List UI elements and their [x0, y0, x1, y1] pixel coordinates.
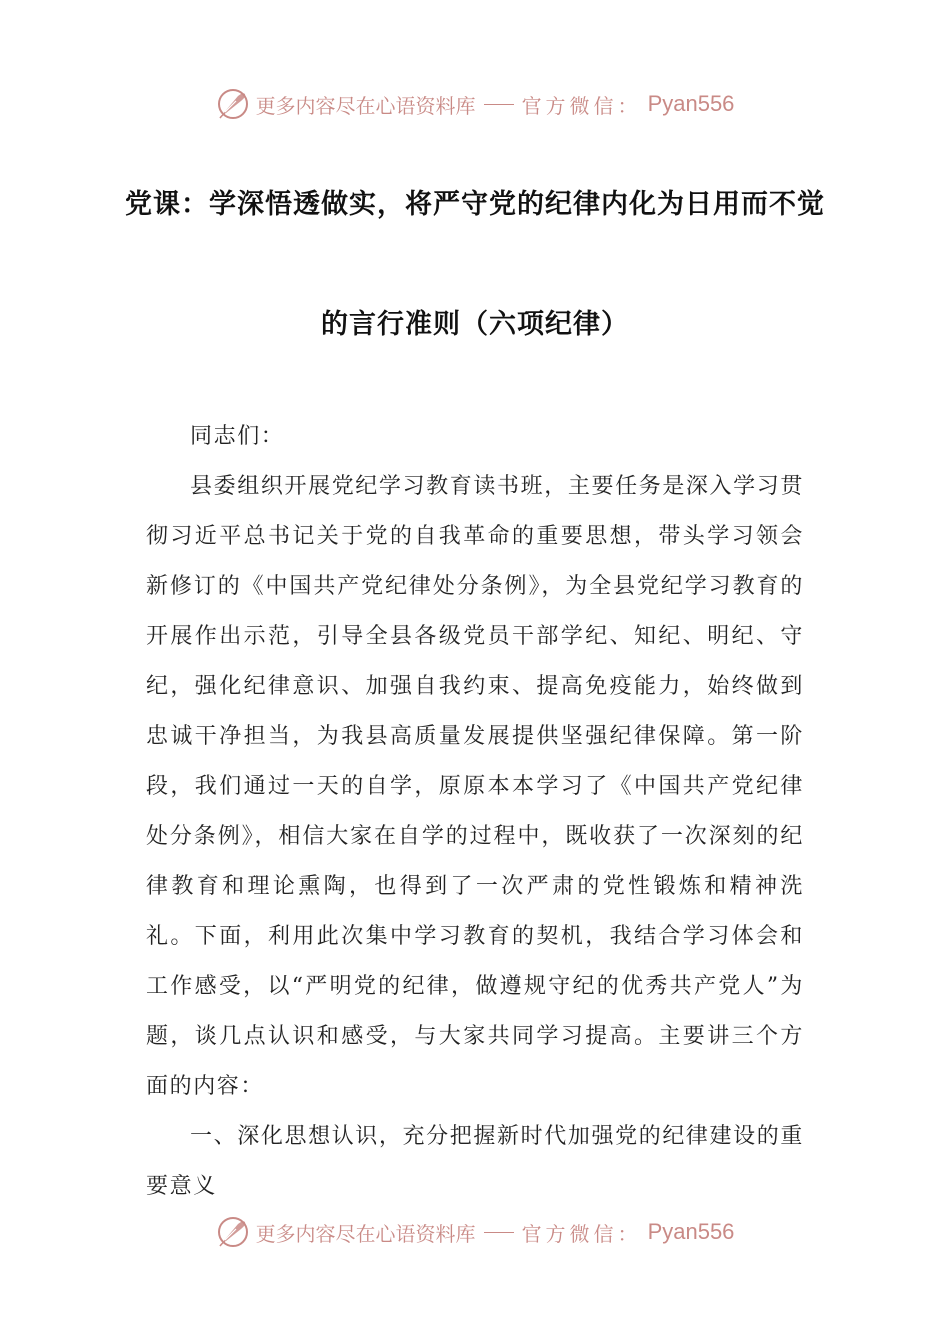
greeting: 同志们： [190, 424, 285, 449]
footer-wechat-label: 官方微信： [521, 1221, 642, 1246]
quill-pen-icon [216, 87, 250, 121]
footer-banner [0, 1212, 950, 1252]
section-heading: 一、深化思想认识，充分把握新时代加强党的纪律建设的重要意义 [146, 1124, 804, 1199]
banner-divider [484, 104, 514, 105]
document-title-line-2: 的言行准则（六项纪律） [321, 309, 629, 340]
document-body [146, 412, 804, 1212]
footer-brand-text: 更多内容尽在心语资料库 [255, 1221, 476, 1246]
body-paragraph: 县委组织开展党纪学习教育读书班，主要任务是深入学习贯彻习近平总书记关于党的自我革命的重要思想，带头学习领会新修订的《中国共产党纪律处分条例》，为全县党纪学习教育的开展作出示范，引导全县各级党员干部学纪、知纪、明纪、守纪，强化纪律意识、加强自我约束、提高免疫能力，始终做到忠诚干净担当，为我县高质量发展提供坚强纪律保障。第一阶段，我们通过一天的自学，原原本本学习了《中国共产党纪律处分条例》，相信大家在自学的过程中，既收获了一次深刻的纪律教育和理论熏陶，也得到了一次严肃的党性锻炼和精神洗礼。下面，利用此次集中学习教育的契机，我结合学习体会和工作感受，以“严明党的纪律，做遵规守纪的优秀共产党人”为题，谈几点认识和感受，与大家共同学习提高。主要讲三个方面的内容： [146, 474, 804, 1099]
header-banner [0, 84, 950, 124]
banner-wechat-id: Pyan556 [647, 91, 735, 116]
document-title-line-1: 党课：学深悟透做实，将严守党的纪律内化为日用而不觉 [125, 189, 825, 220]
footer-divider [484, 1232, 514, 1233]
banner-wechat-label: 官方微信： [521, 93, 642, 118]
quill-pen-icon [216, 1215, 250, 1249]
banner-brand-text: 更多内容尽在心语资料库 [255, 93, 476, 118]
footer-wechat-id: Pyan556 [647, 1219, 735, 1244]
